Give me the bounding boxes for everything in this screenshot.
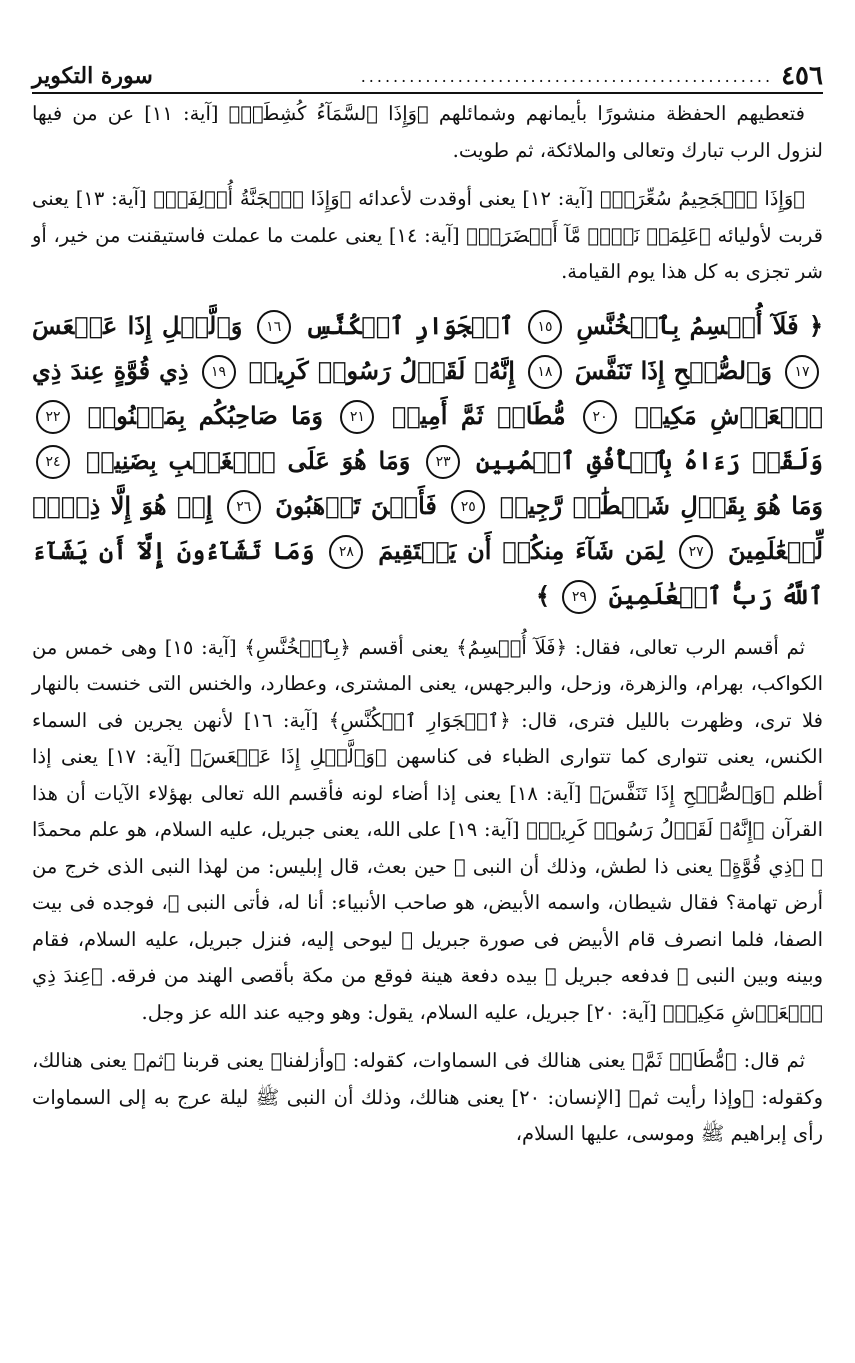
ayah-number-marker: ١٩ — [202, 355, 236, 389]
ayah-number-marker: ١٨ — [528, 355, 562, 389]
ayah-number-marker: ١٦ — [257, 310, 291, 344]
verse-text: ٱلۡجَوَارِ ٱلۡكُنَّسِ — [305, 310, 514, 340]
ayah-number-marker: ٢٧ — [679, 535, 713, 569]
ayah-number-marker: ٢٤ — [36, 445, 70, 479]
ayah-number-marker: ٢٢ — [36, 400, 70, 434]
ayah-number-marker: ١٧ — [785, 355, 819, 389]
verse-text: وَمَا هُوَ بِقَوۡلِ شَيۡطَٰنٖ رَّجِيمٖ — [499, 490, 824, 520]
verse-text: فَأَيۡنَ تَذۡهَبُونَ — [275, 490, 437, 520]
quran-verses-block — [32, 303, 823, 618]
surah-title: سورة التكوير — [32, 63, 153, 90]
commentary-paragraph: ﴿وَإِذَا ٱلۡجَحِيمُ سُعِّرَتۡ﴾ [آية: ١٢] يعنى أوقدت لأعدائه ﴿وَإِذَا ٱلۡجَنَّةُ أُزۡلِفَتۡ﴾ [آية: ١٣] يعنى قربت لأوليائه ﴿عَلِمَتۡ نَفۡسٞ مَّآ أَحۡضَرَتۡ﴾ [آية: ١٤] يعنى علمت ما عملت فاستيقنت من خير، أو شر تجزى به كل هذا يوم القيامة. — [32, 187, 823, 283]
commentary-paragraph: ثم أقسم الرب تعالى، فقال: ﴿فَلَآ أُقۡسِمُ﴾ يعنى أقسم ﴿بِٱلۡخُنَّسِ﴾ [آية: ١٥] وهى خمس من الكواكب، بهرام، والزهرة، وزحل، والبرجهس، يعنى المشترى، وعطارد، والخنس التى خنست بالنهار فلا ترى، وظهرت بالليل فترى، قال: ﴿ٱلۡجَوَارِ ٱلۡكُنَّسِ﴾ [آية: ١٦] لأنهن يجرين فى السماء الكنس، يعنى تتوارى كما تتوارى الظباء فى كناسهن ﴿وَٱلَّيۡلِ إِذَا عَسۡعَسَ﴾ [آية: ١٧] يعنى إذا أظلم ﴿وَٱلصُّبۡحِ إِذَا تَنَفَّسَ﴾ [آية: ١٨] يعنى إذا أضاء لونه فأقسم الله تعالى بهؤلاء الآيات أن هذا القرآن ﴿إِنَّهُۥ لَقَوۡلُ رَسُولٖ كَرِيمٖ﴾ [آية: ١٩] على الله، يعنى جبريل، عليه السلام، هو علم محمدًا ﷺ ﴿ذِي قُوَّةٍ﴾ يعنى ذا لطش، وذلك أن النبى ﷺ حين بعث، قال إبليس: من لهذا النبى الذى خرج من أرض تهامة؟ فقال شيطان، واسمه الأبيض، هو صاحب الأنبياء: أنا له، فأتى النبى ﷺ، فوجده فى بيت الصفا، فلما انصرف قام الأبيض فى صورة جبريل ﷺ ليوحى إليه، فنزل جبريل، عليه السلام، فقام وبينه وبين النبى ﷺ فدفعه جبريل ﷺ بيده دفعة هينة فوقع من مكة بأقصى الهند من فرقه. ﴿عِندَ ذِي ٱلۡعَرۡشِ مَكِينٖ﴾ [آية: ٢٠] جبريل، عليه السلام، يقول: وهو وجيه عند الله عز وجل. — [32, 635, 824, 1024]
verse-text: إِنۡ هُوَ إِلَّا ذِكۡرٞ لِّلۡعَٰلَمِينَ — [32, 490, 824, 565]
page-header — [32, 50, 823, 94]
verse-text: وَمَا تَشَآءُونَ إِلَّآ أَن يَشَآءَ ٱللَّهُ رَبُّ ٱلۡعَٰلَمِينَ — [32, 535, 823, 610]
verse-text: وَمَا صَاحِبُكُم بِمَجۡنُونٖ — [87, 400, 323, 430]
ayah-number-marker: ٢٠ — [583, 400, 617, 434]
verse-text: إِنَّهُۥ لَقَوۡلُ رَسُولٖ كَرِيمٖ — [248, 355, 515, 385]
verse-text: وَٱلصُّبۡحِ إِذَا تَنَفَّسَ — [574, 355, 772, 385]
closing-bracket: ﴾ — [535, 580, 551, 610]
commentary-paragraph: فتعطيهم الحفظة منشورًا بأيمانهم وشمائلهم ﴿وَإِذَا ٱلسَّمَآءُ كُشِطَتۡ﴾ [آية: ١١] عن من فيها لنزول الرب تبارك وتعالى والملائكة، ثم طويت. — [32, 102, 823, 162]
verse-text: وَلَقَدۡ رَءَاهُ بِٱلۡأُفُقِ ٱلۡمُبِينِ — [476, 445, 823, 475]
verse-text: لِمَن شَآءَ مِنكُمۡ أَن يَسۡتَقِيمَ — [378, 535, 665, 565]
verse-text: وَٱلَّيۡلِ إِذَا عَسۡعَسَ — [32, 310, 243, 340]
commentary-paragraph: ثم قال: ﴿مُّطَاعٖ ثَمَّ﴾ يعنى هنالك فى السماوات، كقوله: ﴿وأزلفنا﴾ يعنى قربنا ﴿ثم﴾ يعنى هنالك، وكقوله: ﴿وإذا رأيت ثم﴾ [الإنسان: ٢٠] يعنى هنالك، وذلك أن النبى ﷺ ليلة عرج به إلى السماوات رأى إبراهيم ﷺ وموسى، عليها السلام، — [32, 1049, 823, 1145]
ayah-number-marker: ٢٥ — [451, 490, 485, 524]
ayah-number-marker: ٢٩ — [562, 580, 596, 614]
ayah-number-marker: ٢٨ — [329, 535, 363, 569]
ayah-number-marker: ٢٦ — [227, 490, 261, 524]
verse-text: مُّطَاعٖ ثَمَّ أَمِينٖ — [391, 400, 566, 430]
ayah-number-marker: ٢١ — [340, 400, 374, 434]
verse-text: وَمَا هُوَ عَلَى ٱلۡغَيۡبِ بِضَنِينٖ — [85, 445, 411, 475]
ayah-number-marker: ٢٣ — [426, 445, 460, 479]
ayah-number-marker: ١٥ — [528, 310, 562, 344]
header-dot-leader: ................................................... — [360, 67, 774, 86]
verse-text: ﴿ فَلَآ أُقۡسِمُ بِٱلۡخُنَّسِ — [576, 310, 824, 340]
verse-text: ذِي قُوَّةٍ عِندَ ذِي ٱلۡعَرۡشِ مَكِينٖ — [32, 355, 824, 430]
page-number: ٤٥٦ — [781, 60, 823, 91]
page-body — [32, 96, 823, 1363]
